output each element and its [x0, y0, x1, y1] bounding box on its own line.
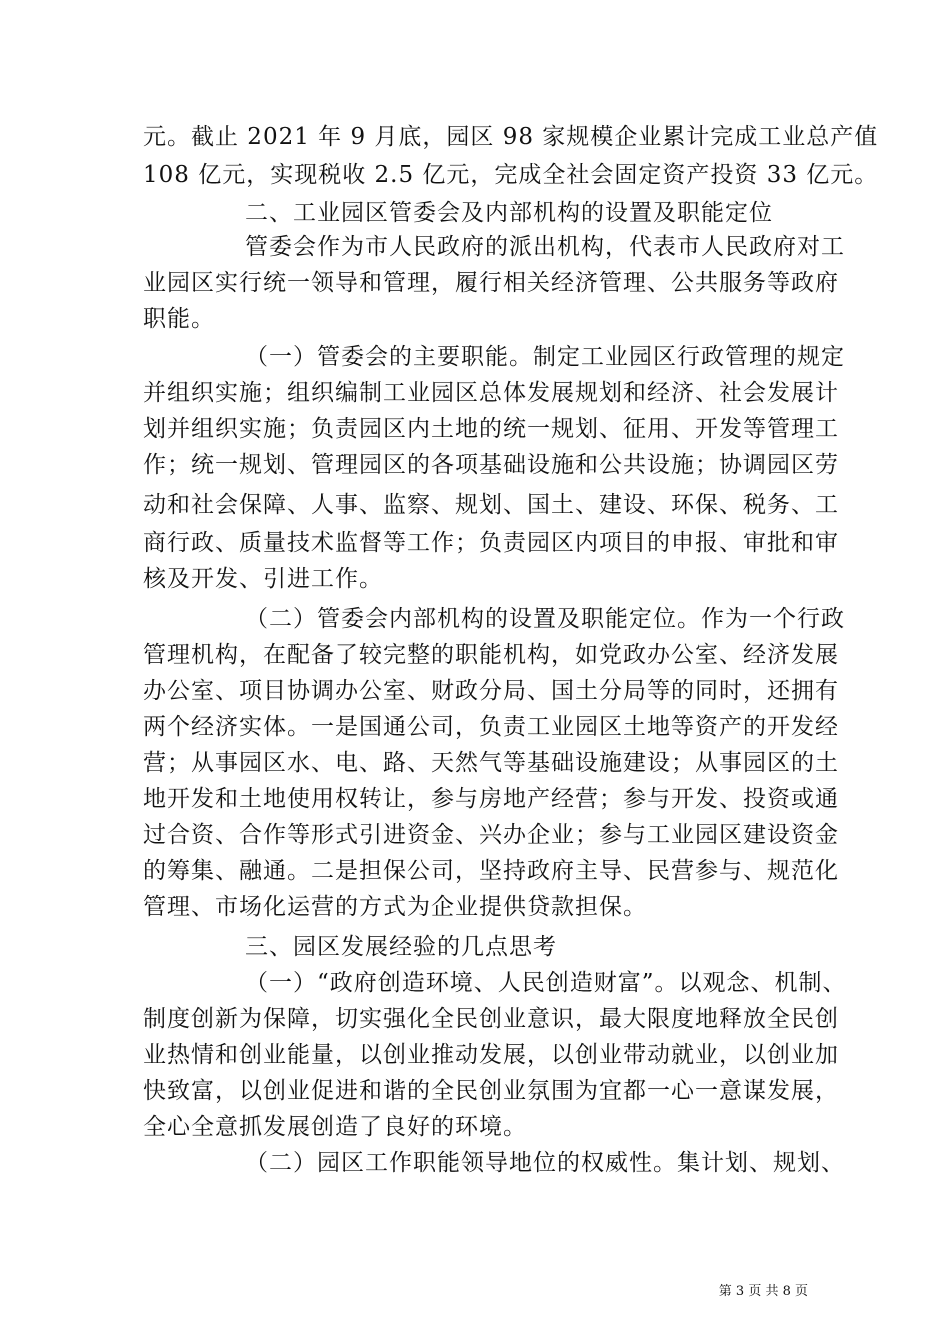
body-line: 两个经济实体。一是国通公司，负责工业园区土地等资产的开发经	[143, 714, 839, 740]
body-line: 管理、市场化运营的方式为企业提供贷款担保。	[143, 894, 647, 920]
body-line: 管理机构，在配备了较完整的职能机构，如党政办公室、经济发展	[143, 642, 839, 668]
body-line: （一）管委会的主要职能。制定工业园区行政管理的规定	[245, 344, 845, 370]
section-heading: 二、工业园区管委会及内部机构的设置及职能定位	[245, 200, 773, 226]
body-line: 核及开发、引进工作。	[143, 566, 383, 592]
body-line: 制度创新为保障，切实强化全民创业意识，最大限度地释放全民创	[143, 1006, 839, 1032]
body-line: 的筹集、融通。二是担保公司，坚持政府主导、民营参与、规范化	[143, 858, 839, 884]
body-line: 划并组织实施；负责园区内土地的统一规划、征用、开发等管理工	[143, 416, 839, 442]
body-line: 办公室、项目协调办公室、财政分局、国土分局等的同时，还拥有	[143, 678, 839, 704]
page-number-footer: 第 3 页 共 8 页	[718, 1284, 808, 1299]
body-line: 职能。	[143, 306, 215, 332]
body-line: 管委会作为市人民政府的派出机构，代表市人民政府对工	[245, 234, 845, 260]
body-line: （二）管委会内部机构的设置及职能定位。作为一个行政	[245, 606, 845, 632]
body-line: （一）“政府创造环境、人民创造财富”。以观念、机制、	[245, 970, 847, 996]
body-line: 元。截止 2021 年 9 月底，园区 98 家规模企业累计完成工业总产值	[143, 124, 879, 150]
body-line: （二）园区工作职能领导地位的权威性。集计划、规划、	[245, 1150, 845, 1176]
body-line: 商行政、质量技术监督等工作；负责园区内项目的申报、审批和审	[143, 530, 839, 556]
body-line: 业热情和创业能量，以创业推动发展，以创业带动就业，以创业加	[143, 1042, 839, 1068]
body-line: 地开发和土地使用权转让，参与房地产经营；参与开发、投资或通	[143, 786, 839, 812]
body-line: 过合资、合作等形式引进资金、兴办企业；参与工业园区建设资金	[143, 822, 839, 848]
body-line: 并组织实施；组织编制工业园区总体发展规划和经济、社会发展计	[143, 380, 839, 406]
body-line: 业园区实行统一领导和管理，履行相关经济管理、公共服务等政府	[143, 270, 839, 296]
body-line: 动和社会保障、人事、监察、规划、国土、建设、环保、税务、工	[143, 492, 839, 518]
section-heading: 三、园区发展经验的几点思考	[245, 934, 557, 960]
body-line: 营；从事园区水、电、路、天然气等基础设施建设；从事园区的土	[143, 750, 839, 776]
body-line: 全心全意抓发展创造了良好的环境。	[143, 1114, 527, 1140]
body-line: 作；统一规划、管理园区的各项基础设施和公共设施；协调园区劳	[143, 452, 839, 478]
body-line: 快致富，以创业促进和谐的全民创业氛围为宜都一心一意谋发展，	[143, 1078, 839, 1104]
body-line: 108 亿元，实现税收 2.5 亿元，完成全社会固定资产投资 33 亿元。	[143, 162, 879, 188]
